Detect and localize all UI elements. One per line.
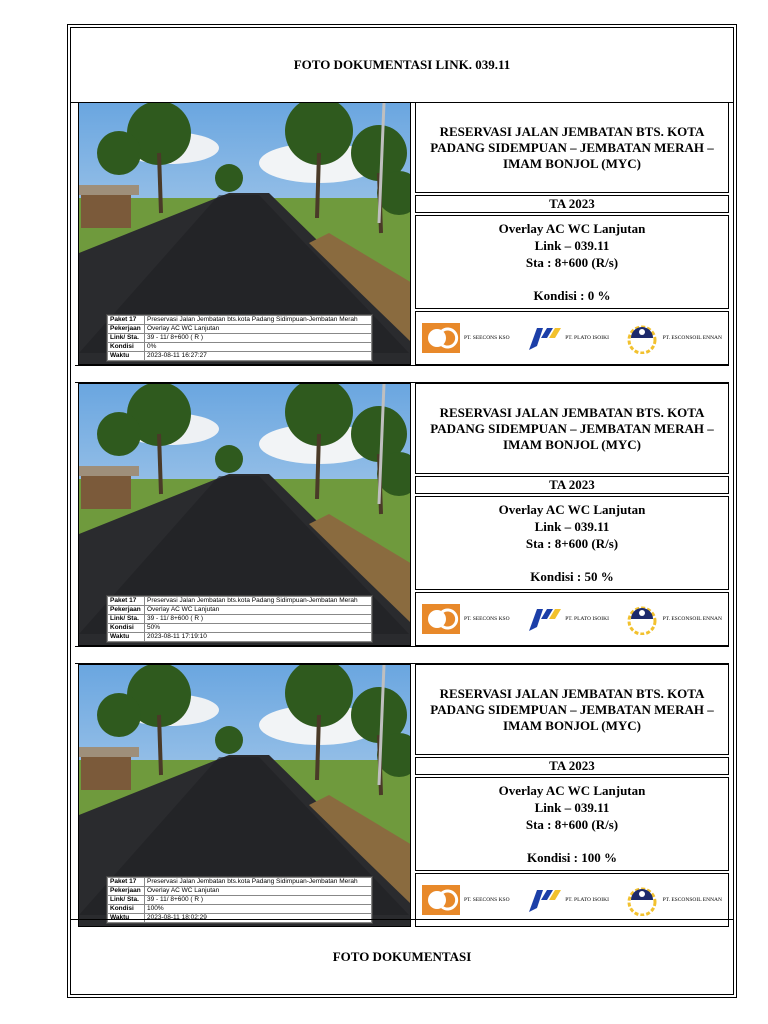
project-title: RESERVASI JALAN JEMBATAN BTS. KOTA PADANG SIDEMPUAN – JEMBATAN MERAH – IMAM BONJOL (MYC): [415, 664, 729, 755]
stamp-label: Pekerjaan: [108, 606, 145, 615]
work-details: [415, 215, 729, 309]
stamp-label: Link/ Sta.: [108, 334, 145, 343]
logo-plato: [525, 886, 609, 914]
plato-logo-icon: [525, 324, 561, 352]
link-code: Link – 039.11: [534, 800, 610, 815]
logo-seecons: [422, 604, 510, 634]
doc-entry-3: [75, 664, 729, 927]
work-name: Overlay AC WC Lanjutan: [498, 783, 646, 798]
stamp-value: Overlay AC WC Lanjutan: [145, 325, 372, 334]
stamp-label: Link/ Sta.: [108, 896, 145, 905]
stamp-label: Waktu: [108, 914, 145, 923]
stamp-value: Preservasi Jalan Jembatan bts.kota Padang Sidimpuan-Jembatan Merah: [145, 878, 372, 887]
logo-plato: [525, 605, 609, 633]
seecons-logo-icon: [422, 604, 460, 634]
stamp-label: Paket 17: [108, 597, 145, 606]
road-photo: [78, 664, 411, 927]
esconsoil-logo-icon: [625, 884, 659, 916]
doc-entry-1: [75, 102, 729, 365]
stamp-value: Overlay AC WC Lanjutan: [145, 606, 372, 615]
stamp-label: Waktu: [108, 633, 145, 642]
logo-plato-label: PT. PLATO ISOIKI: [565, 335, 609, 341]
project-title: RESERVASI JALAN JEMBATAN BTS. KOTA PADANG SIDEMPUAN – JEMBATAN MERAH – IMAM BONJOL (MYC): [415, 102, 729, 193]
stamp-value: 39 - 11/ 8+600 ( R ): [145, 896, 372, 905]
document-frame: [67, 24, 737, 998]
road-photo: [78, 383, 411, 646]
seecons-logo-icon: [422, 323, 460, 353]
logo-seecons: [422, 885, 510, 915]
logo-seecons-label: PT. SEECONS KSO: [464, 897, 510, 903]
stamp-label: Pekerjaan: [108, 325, 145, 334]
plato-logo-icon: [525, 605, 561, 633]
stamp-value: 50%: [145, 624, 372, 633]
stamp-label: Paket 17: [108, 878, 145, 887]
stamp-value: 2023-08-11 18:02:29: [145, 914, 372, 923]
fiscal-year: TA 2023: [415, 195, 729, 213]
station: Sta : 8+600 (R/s): [525, 536, 619, 551]
station: Sta : 8+600 (R/s): [525, 817, 619, 832]
esconsoil-logo-icon: [625, 603, 659, 635]
logo-seecons-label: PT. SEECONS KSO: [464, 335, 510, 341]
work-details: [415, 777, 729, 871]
stamp-value: Preservasi Jalan Jembatan bts.kota Padang Sidimpuan-Jembatan Merah: [145, 316, 372, 325]
entry-info-panel: [415, 383, 729, 646]
fiscal-year: TA 2023: [415, 757, 729, 775]
document-header: [71, 28, 733, 103]
photo-info-stamp: [106, 876, 373, 924]
photo-info-stamp: [106, 595, 373, 643]
stamp-value: 39 - 11/ 8+600 ( R ): [145, 334, 372, 343]
stamp-value: Preservasi Jalan Jembatan bts.kota Padang Sidimpuan-Jembatan Merah: [145, 597, 372, 606]
logo-plato-label: PT. PLATO ISOIKI: [565, 616, 609, 622]
footer-title: FOTO DOKUMENTASI: [332, 949, 472, 964]
logo-esconsoil-label: PT. ESCONSOIL ENNAN: [662, 616, 722, 622]
condition: Kondisi : 50 %: [530, 569, 614, 584]
station: Sta : 8+600 (R/s): [525, 255, 619, 270]
document-inner-frame: [70, 27, 734, 995]
road-photo: [78, 102, 411, 365]
logo-esconsoil: [625, 322, 722, 354]
work-name: Overlay AC WC Lanjutan: [498, 221, 646, 236]
condition: Kondisi : 0 %: [533, 288, 611, 303]
project-title: RESERVASI JALAN JEMBATAN BTS. KOTA PADANG SIDEMPUAN – JEMBATAN MERAH – IMAM BONJOL (MYC): [415, 383, 729, 474]
stamp-label: Link/ Sta.: [108, 615, 145, 624]
document-footer: [71, 919, 733, 994]
fiscal-year: TA 2023: [415, 476, 729, 494]
link-code: Link – 039.11: [534, 238, 610, 253]
logo-esconsoil-label: PT. ESCONSOIL ENNAN: [662, 897, 722, 903]
stamp-value: 39 - 11/ 8+600 ( R ): [145, 615, 372, 624]
esconsoil-logo-icon: [625, 322, 659, 354]
logo-esconsoil: [625, 603, 722, 635]
entry-info-panel: [415, 664, 729, 927]
stamp-value: Overlay AC WC Lanjutan: [145, 887, 372, 896]
link-code: Link – 039.11: [534, 519, 610, 534]
company-logos: [415, 311, 729, 365]
plato-logo-icon: [525, 886, 561, 914]
logo-esconsoil: [625, 884, 722, 916]
header-title: FOTO DOKUMENTASI LINK. 039.11: [293, 57, 511, 72]
entry-divider: [75, 365, 729, 383]
logo-plato-label: PT. PLATO ISOIKI: [565, 897, 609, 903]
stamp-label: Kondisi: [108, 624, 145, 633]
entry-info-panel: [415, 102, 729, 365]
stamp-label: Pekerjaan: [108, 887, 145, 896]
entry-divider: [75, 646, 729, 664]
work-name: Overlay AC WC Lanjutan: [498, 502, 646, 517]
logo-esconsoil-label: PT. ESCONSOIL ENNAN: [662, 335, 722, 341]
condition: Kondisi : 100 %: [527, 850, 617, 865]
stamp-label: Kondisi: [108, 343, 145, 352]
stamp-label: Kondisi: [108, 905, 145, 914]
stamp-value: 0%: [145, 343, 372, 352]
work-details: [415, 496, 729, 590]
company-logos: [415, 592, 729, 646]
logo-seecons: [422, 323, 510, 353]
seecons-logo-icon: [422, 885, 460, 915]
stamp-label: Paket 17: [108, 316, 145, 325]
photo-info-stamp: [106, 314, 373, 362]
doc-entry-2: [75, 383, 729, 646]
stamp-value: 2023-08-11 16:27:27: [145, 352, 372, 361]
logo-seecons-label: PT. SEECONS KSO: [464, 616, 510, 622]
stamp-value: 100%: [145, 905, 372, 914]
logo-plato: [525, 324, 609, 352]
stamp-label: Waktu: [108, 352, 145, 361]
stamp-value: 2023-08-11 17:19:10: [145, 633, 372, 642]
